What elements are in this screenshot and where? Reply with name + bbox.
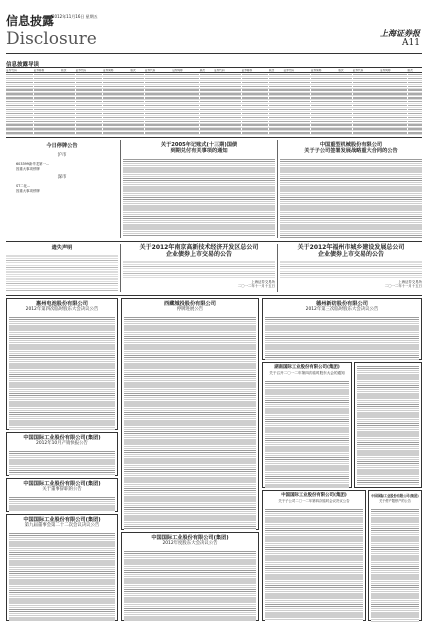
ann-b-box	[121, 298, 259, 530]
guide-header-cell: 版次	[407, 69, 422, 73]
ann-b-body	[124, 316, 256, 530]
article-2005-box	[123, 140, 275, 240]
ann-a-box	[6, 298, 118, 430]
guide-header-cell: 证券简称	[33, 69, 60, 73]
newspaper-logo: 上海证券报	[380, 28, 420, 38]
guide-title: 信息披露导读	[6, 62, 40, 68]
ann-l-box	[368, 490, 422, 621]
section-title-cn: 信息披露	[6, 14, 55, 28]
ann-d-body	[9, 450, 115, 476]
guide-header-cell: 版次	[269, 69, 283, 73]
ann-h-box	[262, 362, 352, 488]
ann-a-body	[9, 316, 115, 430]
ann-f-box	[6, 514, 118, 621]
errata-box	[6, 244, 118, 294]
ann-h-title-2: 关于召开二〇一二年第四次临时股东大会的通知	[269, 371, 345, 376]
ann-b-title-1: 西藏城投股份有限公司	[164, 301, 216, 307]
ann-g-title-1: 中国国际工业股份有限公司(集团)	[151, 535, 229, 541]
article-zhonghai-body	[280, 158, 422, 238]
ann-f-title-2: 第九届董事会第二十二次会议决议公告	[24, 523, 100, 529]
article-fuzhou-title-1: 关于2012年福州市城乡建设发展总公司	[297, 244, 405, 251]
ann-j-title-2: 关于子公司二〇一二年第四次临时会议决议公告	[278, 499, 350, 504]
ann-j-box	[262, 490, 366, 621]
article-fuzhou-sign-2: 二〇一二年十一月十五日	[384, 284, 422, 289]
guide-table	[6, 69, 422, 135]
ann-i-body	[357, 365, 419, 485]
article-fuzhou-title-2: 企业债券上市交易的公告	[317, 251, 384, 258]
article-nanjing-title-2: 企业债券上市交易的公告	[165, 251, 232, 258]
notice-market-sz: 深市	[57, 175, 67, 181]
guide-header-cell: 证券代码	[75, 69, 102, 73]
col-divider-4	[277, 244, 278, 292]
notice-today-box	[6, 140, 118, 240]
page-number: A11	[402, 38, 420, 48]
guide-header-cell: 证券代码	[352, 69, 379, 73]
ann-h-body	[265, 380, 349, 488]
ann-d-box	[6, 432, 118, 476]
article-fuzhou-body	[280, 260, 422, 278]
col-divider-3	[120, 244, 121, 292]
article-zhonghai-box	[280, 140, 422, 240]
ann-a-title-1: 惠州电池股份有限公司	[36, 301, 88, 307]
ann-j-body	[265, 508, 363, 621]
ann-l-body	[371, 508, 419, 623]
guide-header-cell: 版次	[61, 69, 75, 73]
guide-header-cell: 证券简称	[311, 69, 338, 73]
guide-header-cell: 版次	[199, 69, 213, 73]
guide-header-cell: 证券简称	[172, 69, 199, 73]
ann-g-body	[124, 550, 256, 621]
guide-header-cell: 证券简称	[103, 69, 130, 73]
masthead	[6, 6, 422, 50]
masthead-rule	[6, 53, 422, 54]
ann-e-box	[6, 478, 118, 512]
ann-e-title-1: 中国国际工业股份有限公司(集团)	[23, 481, 101, 487]
article-nanjing-body	[123, 260, 275, 278]
article-zhonghai-title-1: 中国重型机械股份有限公司	[319, 142, 383, 148]
ann-l-title-2: 关于停产限停产的公告	[379, 499, 411, 504]
article-2005-title-2: 到期兑付有关事项的通知	[170, 148, 228, 155]
guide-stock-table	[6, 69, 422, 135]
guide-rule	[6, 67, 422, 68]
notice-line-3: ST二化...	[16, 183, 31, 188]
row2-rule	[6, 295, 422, 296]
ann-g-title-2: 2012年度股东大会决议公告	[162, 541, 218, 547]
col-divider-2	[277, 140, 278, 238]
ann-i-box	[354, 362, 422, 488]
col-divider-1	[120, 140, 121, 238]
ann-d-title-1: 中国国际工业股份有限公司(集团)	[23, 435, 101, 441]
ann-e-title-2: 关于董事辞职的公告	[42, 487, 82, 493]
ann-g-box	[121, 532, 259, 621]
ann-c-title-2: 2012年第三次临时股东大会决议公告	[305, 307, 379, 313]
ann-c-box	[262, 298, 422, 360]
guide-header-cell: 版次	[130, 69, 144, 73]
notice-today-title: 今日停牌公告	[46, 143, 78, 149]
guide-header-cell: 证券代码	[6, 69, 33, 73]
ann-j-title-1: 中国国际工业股份有限公司(集团)	[281, 493, 347, 498]
date-line: 2012年11月16日 星期五	[52, 14, 98, 19]
guide-header-cell: 证券代码	[214, 69, 241, 73]
guide-header-cell: 证券简称	[380, 69, 407, 73]
ann-f-body	[9, 532, 115, 621]
ann-h-title-1: 湖南国际工业股份有限公司(集团)	[274, 365, 340, 370]
ann-a-title-2: 2012年第四次临时股东大会决议公告	[25, 307, 99, 313]
article-nanjing-box	[123, 244, 275, 294]
guide-header-cell: 证券简称	[241, 69, 268, 73]
ann-c-body	[265, 316, 419, 360]
guide-header-cell: 证券代码	[145, 69, 172, 73]
notice-market-sh: 沪市	[57, 153, 67, 159]
guide-header-cell: 版次	[338, 69, 352, 73]
row1-rule	[6, 241, 422, 242]
ann-c-title-1: 德州新纺股份有限公司	[316, 301, 368, 307]
article-nanjing-sign-2: 二〇一二年十一月十五日	[237, 284, 275, 289]
notice-line-2: 因重大事项停牌	[16, 167, 40, 172]
errata-body	[6, 254, 118, 292]
article-nanjing-sign-1: 上海证券交易所	[251, 280, 275, 284]
section-title-en: Disclosure	[6, 29, 97, 49]
article-2005-title-1: 关于2005年记账式(十三期)国债	[160, 142, 238, 148]
ann-l-title-1: 中国国际工业股份有限公司(集团)	[371, 494, 419, 498]
ann-f-title-1: 中国国际工业股份有限公司(集团)	[23, 517, 101, 523]
notice-line-4: 因重大事项停牌	[16, 188, 40, 193]
article-fuzhou-sign-1: 上海证券交易所	[398, 280, 422, 284]
guide-header-cell: 证券代码	[283, 69, 310, 73]
ann-b-title-2: 停牌进展公告	[176, 307, 204, 313]
article-fuzhou-box	[280, 244, 422, 294]
errata-title: 遗失声明	[51, 245, 73, 251]
article-2005-body	[123, 158, 275, 236]
article-nanjing-title-1: 关于2012年南京高新技术经济开发区总公司	[139, 244, 259, 251]
guide-bottom-rule	[6, 137, 422, 138]
notice-line-1: 603399新华龙第一...	[16, 161, 50, 166]
ann-d-title-2: 2012年10月产销快报公告	[36, 441, 88, 447]
article-zhonghai-title-2: 关于子公司签署发展战略重大合同的公告	[304, 148, 398, 155]
ann-e-body	[9, 496, 115, 512]
